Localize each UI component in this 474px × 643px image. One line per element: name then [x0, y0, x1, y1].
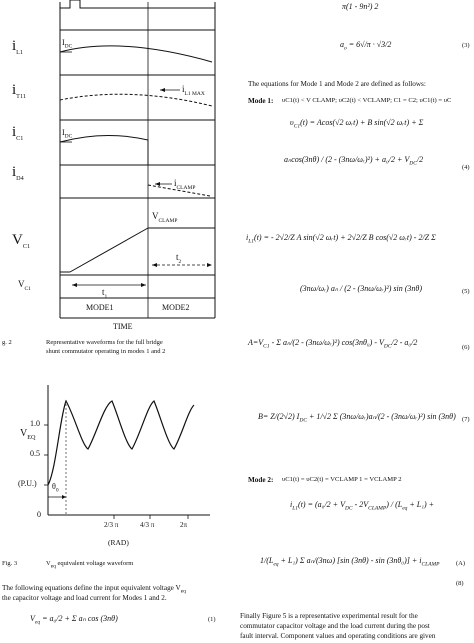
- fig3-theta0: $\theta_0$: [52, 482, 59, 494]
- eq8-number: (8): [456, 580, 464, 587]
- left-paragraph-line1: The following equations define the input equivalent voltage $V_{eq}$: [2, 584, 186, 595]
- eq7-number: (7): [462, 416, 470, 423]
- mode2-condition: υC1(t) = υC2(t) = VCLAMP 1 = VCLAMP 2: [282, 476, 402, 483]
- right-final-line1: Finally Figure 5 is a representative experimental result for the: [240, 612, 418, 620]
- label-idc-top: $I_{DC}$: [62, 38, 73, 50]
- eq3-number: (3): [462, 42, 470, 49]
- fig3-caption-number: Fig. 3: [2, 560, 18, 567]
- eq6-formula: $A=V_{C1} - \Sigma$ aₙ/(2 - (3nω/ωᵣ)²) $\cos(3n\theta_0) - V_{DC}/2 - a_0/2$: [248, 338, 418, 350]
- eq7-formula: B= Z/(2√2) $I_{DC} + 1/√2$ Σ (3nω/ωᵣ)aₙ/(2 - (3nω/ωᵣ)²) sin (3nθ): [258, 412, 456, 424]
- fig2-caption-line1: Representative waveforms for the full bridge: [46, 339, 163, 346]
- eq-il1-formula: $i_{L1}(t)$ = - 2√2/Z A sin(√2 ωᵣt) + 2√2/Z B cos(√2 ωᵣt) - 2/Z Σ: [246, 233, 436, 245]
- fig3-tick-1: 1.0: [30, 419, 40, 428]
- label-i-c1: $i_{C1}$: [12, 124, 24, 142]
- label-i-d4: $i_{D4}$: [12, 164, 24, 182]
- right-final-line2: commutator capacitor voltage and the load current during the post: [240, 622, 430, 630]
- top-fragment: π(1 - 9n²) 2: [342, 2, 379, 11]
- mode1-label: Mode 1:: [248, 97, 274, 105]
- fig3-xtick-2: 4/3 π: [140, 521, 155, 529]
- label-il1-max: $i_{L1 MAX}$: [182, 84, 205, 97]
- fig3-pu: (P.U.): [18, 479, 37, 488]
- label-mode2: MODE2: [162, 303, 190, 312]
- label-vclamp: $V_{CLAMP}$: [152, 211, 178, 224]
- fig3-tick-0: 0: [37, 510, 41, 519]
- left-paragraph-line2: the capacitor voltage and load current for Modes 1 and 2.: [2, 594, 167, 602]
- eq1-number: (1): [208, 616, 216, 623]
- eq6-number: (6): [462, 344, 470, 351]
- eq3-formula: $a_o = 6√/\pi \cdot √3/2$: [340, 40, 392, 52]
- fig3-ylabel: $V_{EQ}$: [20, 428, 36, 441]
- eq5-formula: (3nω/ωᵣ) aₙ / (2 - (3nω/ωᵣ)²) sin (3nθ): [300, 284, 423, 293]
- fig2-caption-line2: shunt commutator operating in modes 1 and 2: [46, 348, 166, 355]
- eq5-number: (5): [462, 288, 470, 295]
- fig3-caption-text: $V_{eq}$ equivalent voltage waveform: [46, 560, 134, 570]
- eqA-formula: $1/(L_{eq} + L_1)$ Σ aₙ/(3nω) [sin $(3n\theta) - \sin (3n\theta_0)] + i_{CLAMP}$: [260, 556, 440, 568]
- mode1-condition: υC1(t) < V CLAMP; υC2(t) < VCLAMP; C1 = C2; υC1(t) = υC: [282, 97, 452, 104]
- label-i-l1: $i_{L1}$: [12, 38, 24, 56]
- label-i-t11: $i_{T11}$: [12, 82, 26, 100]
- fig3-xtick-1: 2/3 π: [104, 521, 119, 529]
- right-intro: The equations for Mode 1 and Mode 2 are defined as follows:: [248, 80, 426, 88]
- mode2-label: Mode 2:: [248, 476, 274, 484]
- label-idc-mid: $I_{DC}$: [62, 128, 73, 140]
- label-time: TIME: [113, 322, 133, 331]
- eq4-formula: aₙcos(3nθ) / (2 - (3nω/ωᵣ)²) + $a_0/2 + V_{DC}/2$: [284, 155, 424, 167]
- eq4-number: (4): [462, 164, 470, 171]
- eq-mode2-il1: $i_{L1}(t) = (a_0/2 + V_{DC} - 2V_{CLAMP}) / (L_{eq} + L_1)$ +: [290, 500, 435, 512]
- label-t2: $t_2$: [176, 252, 182, 265]
- right-final-line3: fault interval. Component values and operating conditions are given: [240, 632, 436, 640]
- label-vc1-low: $V_{C1}$: [18, 279, 31, 292]
- figure-2-waveforms: [0, 0, 245, 365]
- eq-vc1-formula: $\upsilon_{C1}(t) = Acos(√2$ ωᵣt) + B sin(√2 ωᵣt) + Σ: [290, 118, 424, 130]
- fig3-xtick-3: 2π: [180, 521, 188, 529]
- eq1-formula: $V_{eq} = a_0/2 + \Sigma$ aₙ cos (3nθ): [30, 614, 118, 626]
- eqA-number: (A): [456, 560, 466, 567]
- label-iclamp: $i_{CLAMP}$: [174, 178, 196, 191]
- label-mode1: MODE1: [86, 303, 114, 312]
- fig3-xlabel: (RAD): [108, 538, 129, 547]
- fig3-tick-05: 0.5: [30, 449, 40, 458]
- label-t1: $t_1$: [102, 287, 108, 300]
- fig2-caption-number: g. 2: [2, 339, 12, 346]
- label-v-c1: $V_{C1}$: [12, 232, 31, 250]
